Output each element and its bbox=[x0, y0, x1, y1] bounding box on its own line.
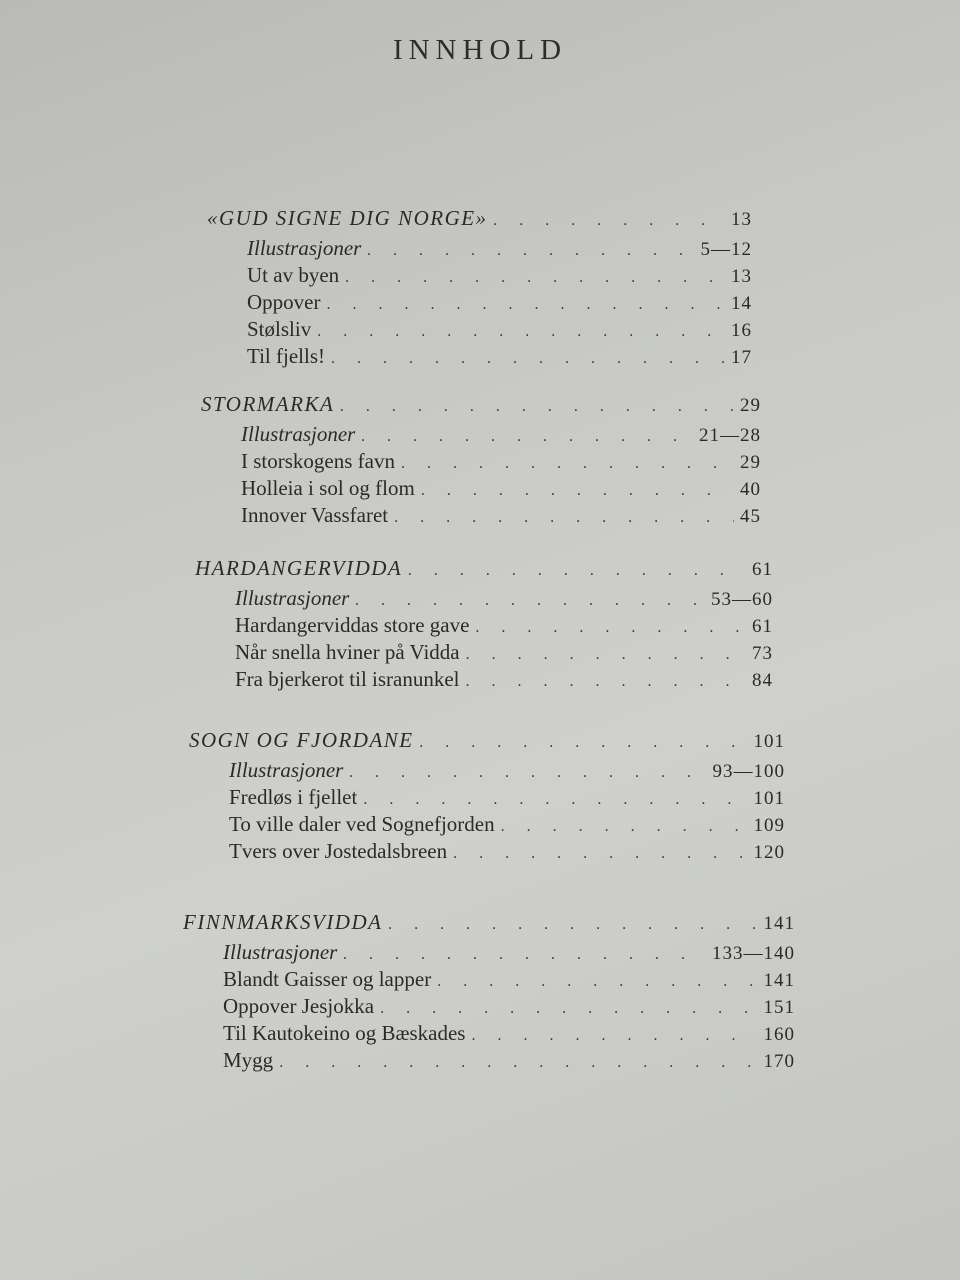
entry-page-number: 13 bbox=[731, 266, 752, 287]
entry-page-number: 29 bbox=[740, 452, 761, 473]
dot-leader bbox=[471, 1027, 757, 1045]
entry-title: Fredløs i fjellet bbox=[229, 785, 358, 809]
toc-entry bbox=[183, 1021, 795, 1048]
entry-page-number: 21—28 bbox=[699, 425, 761, 446]
entry-title: Illustrasjoner bbox=[229, 758, 344, 782]
toc-entry bbox=[189, 839, 785, 866]
toc-section bbox=[207, 206, 752, 371]
entry-page-number: 14 bbox=[731, 293, 752, 314]
toc-entry bbox=[183, 940, 795, 967]
dot-leader bbox=[494, 212, 725, 230]
entry-title: Blandt Gaisser og lapper bbox=[223, 967, 432, 991]
toc-entry bbox=[195, 613, 773, 640]
dot-leader bbox=[343, 946, 706, 964]
entry-title: Til fjells! bbox=[247, 344, 325, 368]
toc-entry bbox=[201, 503, 761, 530]
entry-page-number: 61 bbox=[752, 616, 773, 637]
entry-title: Illustrasjoner bbox=[247, 236, 362, 260]
dot-leader bbox=[367, 242, 694, 260]
entry-title: Illustrasjoner bbox=[223, 940, 338, 964]
toc-section-heading bbox=[207, 206, 752, 236]
entry-page-number: 141 bbox=[763, 970, 795, 991]
dot-leader bbox=[466, 646, 746, 664]
entry-title: Illustrasjoner bbox=[241, 422, 356, 446]
entry-page-number: 53—60 bbox=[711, 589, 773, 610]
toc-entry bbox=[207, 263, 752, 290]
toc-section-heading bbox=[189, 728, 785, 758]
entry-title: I storskogens favn bbox=[241, 449, 395, 473]
toc-entry bbox=[189, 785, 785, 812]
entry-title: To ville daler ved Sognefjorden bbox=[229, 812, 495, 836]
section-title: FINNMARKSVIDDA bbox=[183, 910, 383, 934]
dot-leader bbox=[363, 791, 747, 809]
entry-page-number: 120 bbox=[753, 842, 785, 863]
entry-title: Illustrasjoner bbox=[235, 586, 350, 610]
toc-entry bbox=[207, 236, 752, 263]
entry-page-number: 93—100 bbox=[712, 761, 785, 782]
entry-title: Fra bjerkerot til isranunkel bbox=[235, 667, 460, 691]
entry-page-number: 109 bbox=[753, 815, 785, 836]
section-title: HARDANGERVIDDA bbox=[195, 556, 403, 580]
section-page-number: 29 bbox=[740, 395, 761, 416]
toc-entry bbox=[189, 812, 785, 839]
toc-section-heading bbox=[201, 392, 761, 422]
dot-leader bbox=[401, 455, 734, 473]
dot-leader bbox=[361, 428, 693, 446]
toc-section bbox=[183, 910, 795, 1075]
entry-page-number: 5—12 bbox=[700, 239, 752, 260]
toc-entry bbox=[195, 640, 773, 667]
dot-leader bbox=[349, 764, 706, 782]
toc-entry bbox=[195, 586, 773, 613]
toc-entry bbox=[201, 422, 761, 449]
toc-section bbox=[201, 392, 761, 530]
dot-leader bbox=[326, 296, 725, 314]
dot-leader bbox=[501, 818, 748, 836]
page-heading: INNHOLD bbox=[392, 34, 568, 66]
section-page-number: 61 bbox=[752, 559, 773, 580]
entry-title: Ut av byen bbox=[247, 263, 340, 287]
entry-page-number: 133—140 bbox=[712, 943, 795, 964]
entry-title: Mygg bbox=[223, 1048, 274, 1072]
entry-title: Til Kautokeino og Bæskades bbox=[223, 1021, 466, 1045]
entry-title: Holleia i sol og flom bbox=[241, 476, 415, 500]
dot-leader bbox=[317, 323, 725, 341]
dot-leader bbox=[466, 673, 746, 691]
toc-section-heading bbox=[183, 910, 795, 940]
dot-leader bbox=[408, 562, 746, 580]
toc-section bbox=[189, 728, 785, 866]
toc-entry bbox=[183, 1048, 795, 1075]
entry-title: Hardangerviddas store gave bbox=[235, 613, 470, 637]
toc-entry bbox=[207, 344, 752, 371]
dot-leader bbox=[279, 1054, 757, 1072]
entry-page-number: 151 bbox=[763, 997, 795, 1018]
toc-entry bbox=[201, 449, 761, 476]
entry-title: Tvers over Jostedalsbreen bbox=[229, 839, 448, 863]
entry-page-number: 73 bbox=[752, 643, 773, 664]
toc-entry bbox=[183, 967, 795, 994]
toc-entry bbox=[207, 317, 752, 344]
dot-leader bbox=[420, 734, 748, 752]
entry-page-number: 17 bbox=[731, 347, 752, 368]
dot-leader bbox=[380, 1000, 757, 1018]
entry-title: Stølsliv bbox=[247, 317, 312, 341]
section-title: SOGN OG FJORDANE bbox=[189, 728, 414, 752]
entry-page-number: 101 bbox=[753, 788, 785, 809]
entry-page-number: 45 bbox=[740, 506, 761, 527]
section-page-number: 13 bbox=[731, 209, 752, 230]
entry-page-number: 160 bbox=[763, 1024, 795, 1045]
entry-title: Oppover Jesjokka bbox=[223, 994, 375, 1018]
dot-leader bbox=[421, 482, 734, 500]
toc-entry bbox=[183, 994, 795, 1021]
entry-title: Når snella hviner på Vidda bbox=[235, 640, 460, 664]
entry-page-number: 170 bbox=[763, 1051, 795, 1072]
entry-page-number: 16 bbox=[731, 320, 752, 341]
entry-page-number: 84 bbox=[752, 670, 773, 691]
dot-leader bbox=[453, 845, 747, 863]
entry-page-number: 40 bbox=[740, 479, 761, 500]
dot-leader bbox=[331, 350, 725, 368]
dot-leader bbox=[388, 916, 757, 934]
toc-entry bbox=[195, 667, 773, 694]
section-title: «GUD SIGNE DIG NORGE» bbox=[207, 206, 488, 230]
entry-title: Oppover bbox=[247, 290, 321, 314]
section-title: STORMARKA bbox=[201, 392, 335, 416]
entry-title: Innover Vassfaret bbox=[241, 503, 389, 527]
toc-entry bbox=[201, 476, 761, 503]
dot-leader bbox=[355, 592, 705, 610]
dot-leader bbox=[394, 509, 734, 527]
section-page-number: 101 bbox=[753, 731, 785, 752]
section-page-number: 141 bbox=[763, 913, 795, 934]
toc-entry bbox=[189, 758, 785, 785]
toc-entry bbox=[207, 290, 752, 317]
toc-section-heading bbox=[195, 556, 773, 586]
toc-section bbox=[195, 556, 773, 694]
dot-leader bbox=[340, 398, 734, 416]
dot-leader bbox=[345, 269, 725, 287]
dot-leader bbox=[437, 973, 757, 991]
dot-leader bbox=[475, 619, 746, 637]
